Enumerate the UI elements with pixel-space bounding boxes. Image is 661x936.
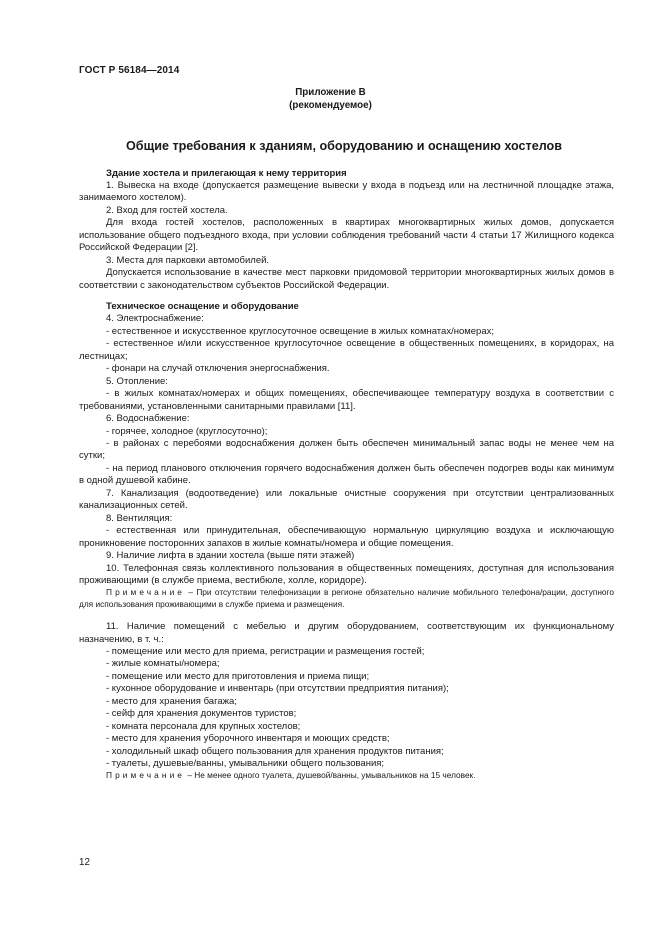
list-item: - холодильный шкаф общего пользования для хранения продуктов питания; xyxy=(106,745,444,757)
list-item: - жилые комнаты/номера; xyxy=(106,658,220,670)
section-heading: Техническое оснащение и оборудование xyxy=(106,301,299,313)
paragraph: - фонари на случай отключения энергоснабжения. xyxy=(106,363,330,375)
paragraph: 5. Отопление: xyxy=(106,375,168,387)
annex-status: (рекомендуемое) xyxy=(289,99,372,111)
section-heading: Здание хостела и прилегающая к нему территория xyxy=(106,167,347,179)
section-technical xyxy=(79,301,614,610)
document-body xyxy=(79,168,614,782)
note xyxy=(79,587,614,610)
list-item: - туалеты, душевые/ванны, умывальники общего пользования; xyxy=(106,758,385,770)
paragraph: - в районах с перебоями водоснабжения должен быть обеспечен минимальный запас воды не менее чем на сутки; xyxy=(79,438,614,462)
paragraph: 7. Канализация (водоотведение) или локальные очистные сооружения при отсутствии централизованных канализационных сетей. xyxy=(79,487,614,512)
list-item: - комната персонала для крупных хостелов; xyxy=(106,720,301,732)
list-item: - помещение или место для приема, регистрации и размещения гостей; xyxy=(106,645,425,657)
paragraph: 1. Вывеска на входе (допускается размещение вывески у входа в подъезд или на лестничной площадке этажа, занимаемого хостелом). xyxy=(79,179,614,204)
paragraph: - в жилых комнатах/номерах и общих помещениях, обеспечивающее температуру воздуха в соответствии с требованиями, установленными санитарными правилами [11]. xyxy=(79,388,614,412)
annex-heading xyxy=(0,87,661,112)
section-building xyxy=(79,168,614,293)
note xyxy=(79,770,614,781)
note-label: Примечание xyxy=(106,770,186,781)
note-text: – При отсутствии телефонизации в регионе обязательно наличие мобильного телефона/рации, доступного для использования проживающими в службе приема и размещения. xyxy=(79,587,614,609)
document-code: ГОСТ Р 56184—2014 xyxy=(79,65,180,76)
paragraph: Для входа гостей хостелов, расположенных в квартирах многоквартирных жилых домов, допускается использование общего подъездного входа, при условии соблюдения требований части 4 статьи 17 Жилищного кодекса Российской Федерации [2]. xyxy=(79,217,614,254)
list-item: - сейф для хранения документов туристов; xyxy=(106,708,297,720)
paragraph: 10. Телефонная связь коллективного пользования в общественных помещениях, доступная для использования проживающими (в службе приема, вестибюле, холле, коридоре). xyxy=(79,562,614,586)
paragraph: 4. Электроснабжение: xyxy=(106,313,204,325)
paragraph: - на период планового отключения горячего водоснабжения должен быть обеспечен подогрев воды как минимум в одной душевой кабине. xyxy=(79,462,614,487)
paragraph: 9. Наличие лифта в здании хостела (выше пяти этажей) xyxy=(106,550,355,562)
list-item: - кухонное оборудование и инвентарь (при отсутствии предприятия питания); xyxy=(106,683,449,695)
paragraph: 11. Наличие помещений с мебелью и другим оборудованием, соответствующим их функциональному назначению, в т. ч.: xyxy=(79,621,614,645)
note-text: – Не менее одного туалета, душевой/ванны, умывальников на 15 человек. xyxy=(185,770,476,781)
note-label: Примечание xyxy=(106,587,186,598)
list-item: - место для хранения багажа; xyxy=(106,695,237,707)
paragraph: 8. Вентиляция: xyxy=(106,512,173,524)
paragraph: 3. Места для парковки автомобилей. xyxy=(106,254,270,266)
paragraph: - горячее, холодное (круглосуточно); xyxy=(106,425,268,437)
main-title: Общие требования к зданиям, оборудованию и оснащению хостелов xyxy=(126,139,562,153)
paragraph: Допускается использование в качестве мест парковки придомовой территории многоквартирных жилых домов в соответствии с законодательством субъектов Российской Федерации. xyxy=(79,267,614,291)
annex-title: Приложение В xyxy=(295,87,366,98)
paragraph: 6. Водоснабжение: xyxy=(106,413,190,425)
paragraph: - естественное и/или искусственное круглосуточное освещение в общественных помещениях, в коридорах, на лестницах; xyxy=(79,338,614,362)
list-item: - помещение или место для приготовления и приема пищи; xyxy=(106,670,370,682)
section-premises xyxy=(79,621,614,782)
paragraph: - естественное и искусственное круглосуточное освещение в жилых комнатах/номерах; xyxy=(106,325,495,337)
list-item: - место для хранения уборочного инвентаря и моющих средств; xyxy=(106,733,390,745)
paragraph: 2. Вход для гостей хостела. xyxy=(106,204,228,216)
page-number: 12 xyxy=(79,857,90,868)
paragraph: - естественная или принудительная, обеспечивающую нормальную циркуляцию воздуха и исключающую проникновение посторонних запахов в жилые комнаты/номера и общие помещения. xyxy=(79,525,614,549)
